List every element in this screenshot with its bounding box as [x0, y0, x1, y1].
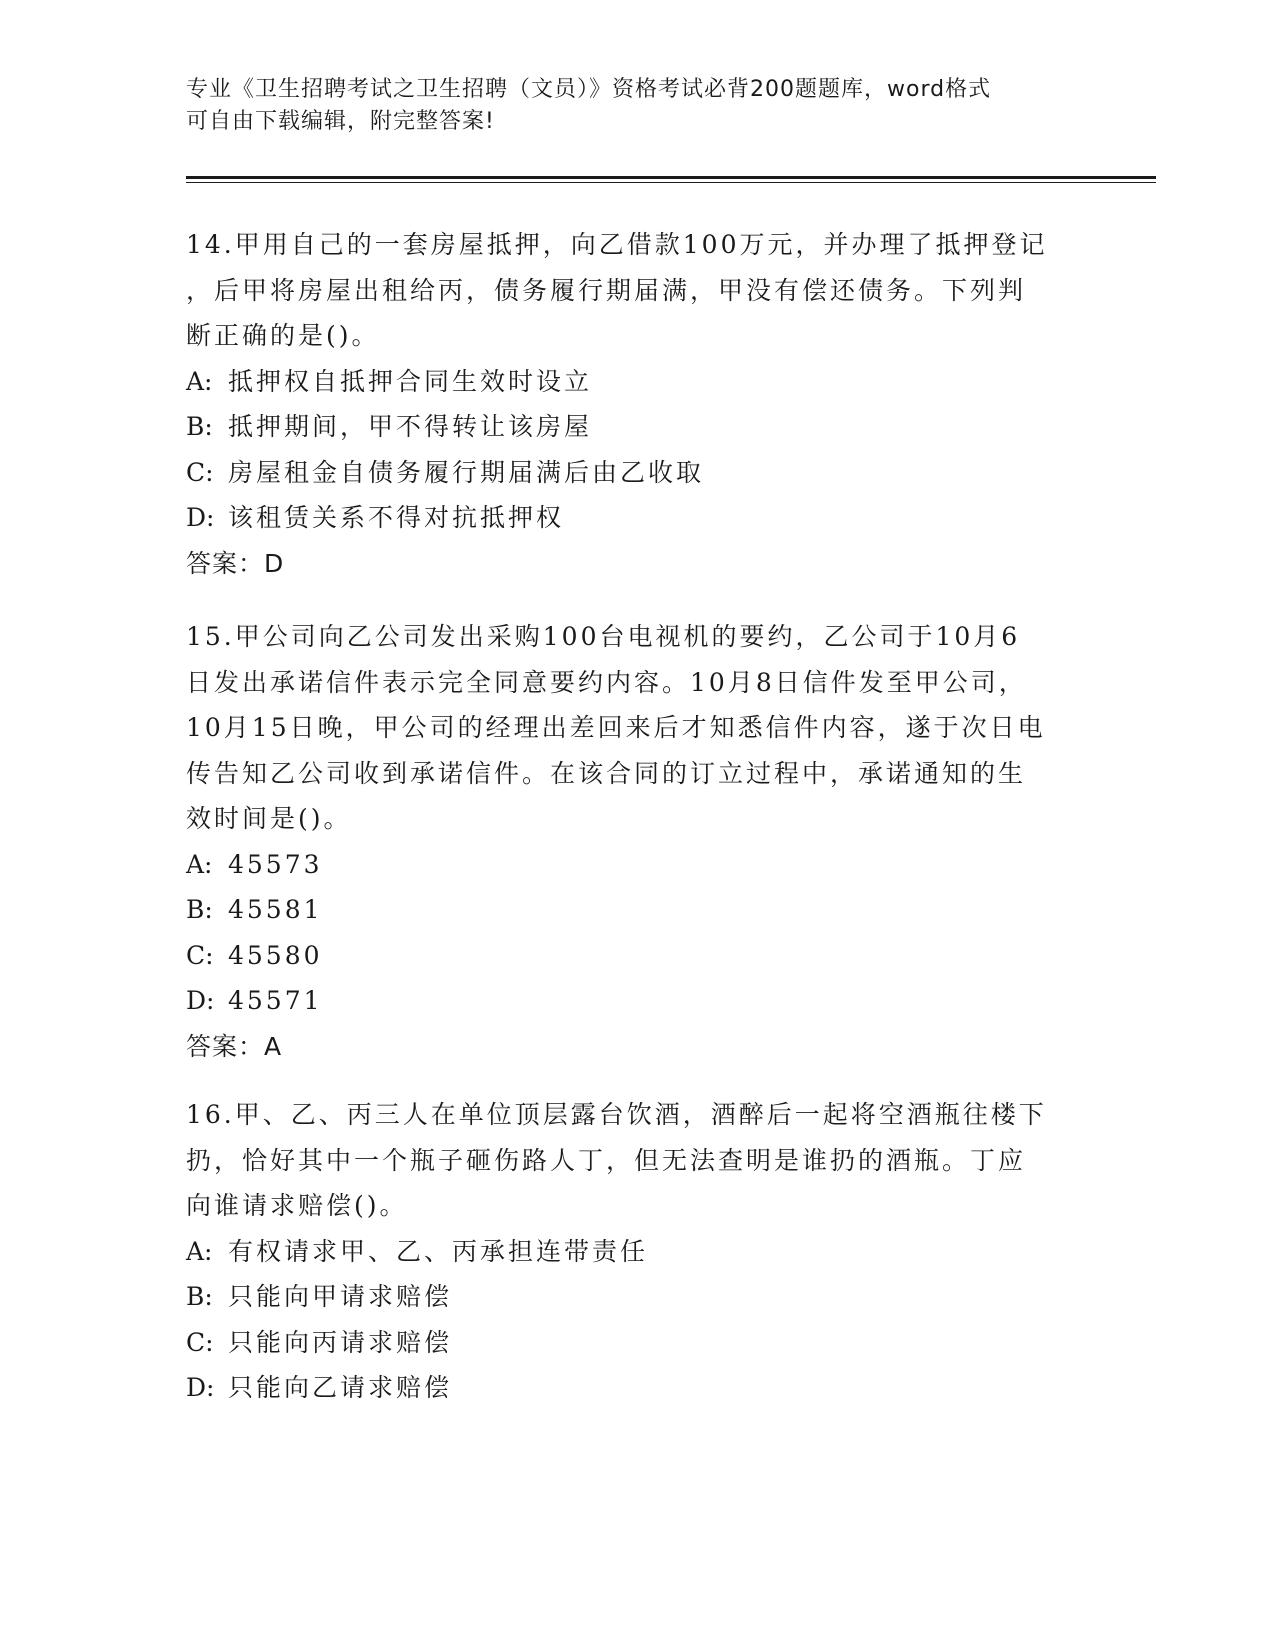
question-stem-line: ，后甲将房屋出租给丙，债务履行期届满，甲没有偿还债务。下列判: [186, 275, 1027, 305]
option-a: [186, 359, 1086, 405]
option-letter: A:: [186, 849, 213, 879]
header-divider-thick: [186, 176, 1156, 179]
option-text: 抵押权自抵押合同生效时设立: [228, 366, 593, 396]
option-b: [186, 1274, 1086, 1320]
question-stem-line: 断正确的是()。: [186, 321, 380, 350]
option-text: 房屋租金自债务履行期届满后由乙收取: [228, 457, 705, 487]
question-stem-line: 15.甲公司向乙公司发出采购100台电视机的要约，乙公司于10月6: [186, 622, 1021, 651]
option-text: 有权请求甲、乙、丙承担连带责任: [228, 1236, 649, 1266]
document-header: [186, 74, 1086, 138]
header-line-1: 专业《卫生招聘考试之卫生招聘（文员）》资格考试必背200题题库，word格式: [186, 77, 992, 102]
option-text: 45580: [228, 940, 323, 970]
option-letter: A:: [186, 366, 213, 396]
option-letter: B:: [186, 895, 213, 924]
option-text: 45581: [228, 895, 323, 924]
option-text: 只能向甲请求赔偿: [228, 1282, 453, 1311]
question-stem-line: 16.甲、乙、丙三人在单位顶层露台饮酒，酒醉后一起将空酒瓶往楼下: [186, 1100, 1047, 1129]
option-d: [186, 495, 1086, 541]
option-letter: D:: [186, 1373, 215, 1402]
option-letter: B:: [186, 412, 213, 441]
question-14: [186, 222, 1086, 586]
option-b: [186, 404, 1086, 450]
option-letter: D:: [186, 986, 215, 1015]
answer-label: 答案：A: [186, 1031, 283, 1061]
question-16: [186, 1092, 1086, 1411]
option-letter: D:: [186, 503, 215, 532]
question-stem-line: 扔，恰好其中一个瓶子砸伤路人丁，但无法查明是谁扔的酒瓶。丁应: [186, 1145, 1027, 1175]
option-text: 45573: [228, 849, 323, 879]
option-d: [186, 978, 1086, 1024]
question-stem-line: 日发出承诺信件表示完全同意要约内容。10月8日信件发至甲公司，: [186, 667, 1027, 697]
option-text: 该租赁关系不得对抗抵押权: [228, 503, 565, 532]
question-stem-line: 10月15日晚，甲公司的经理出差回来后才知悉信件内容，遂于次日电: [186, 713, 1046, 742]
answer-label: 答案：D: [186, 548, 285, 578]
option-c: [186, 933, 1086, 979]
question-stem-line: 向谁请求赔偿()。: [186, 1191, 408, 1220]
option-text: 45571: [228, 986, 323, 1015]
header-divider-thin: [186, 182, 1156, 183]
option-letter: A:: [186, 1236, 213, 1266]
header-line-2: 可自由下载编辑，附完整答案!: [186, 109, 495, 134]
option-a: [186, 842, 1086, 888]
option-b: [186, 887, 1086, 933]
option-c: [186, 450, 1086, 496]
option-text: 只能向丙请求赔偿: [228, 1327, 453, 1357]
option-text: 抵押期间，甲不得转让该房屋: [228, 412, 593, 441]
question-15: [186, 614, 1086, 1069]
question-stem-line: 效时间是()。: [186, 804, 352, 833]
option-letter: B:: [186, 1282, 213, 1311]
option-letter: C:: [186, 457, 214, 487]
question-stem-line: 14.甲用自己的一套房屋抵押，向乙借款100万元，并办理了抵押登记: [186, 230, 1048, 259]
option-a: [186, 1229, 1086, 1275]
question-stem-line: 传告知乙公司收到承诺信件。在该合同的订立过程中，承诺通知的生: [186, 758, 1027, 788]
option-letter: C:: [186, 940, 214, 970]
option-c: [186, 1320, 1086, 1366]
option-letter: C:: [186, 1327, 214, 1357]
option-text: 只能向乙请求赔偿: [228, 1373, 453, 1402]
option-d: [186, 1365, 1086, 1411]
